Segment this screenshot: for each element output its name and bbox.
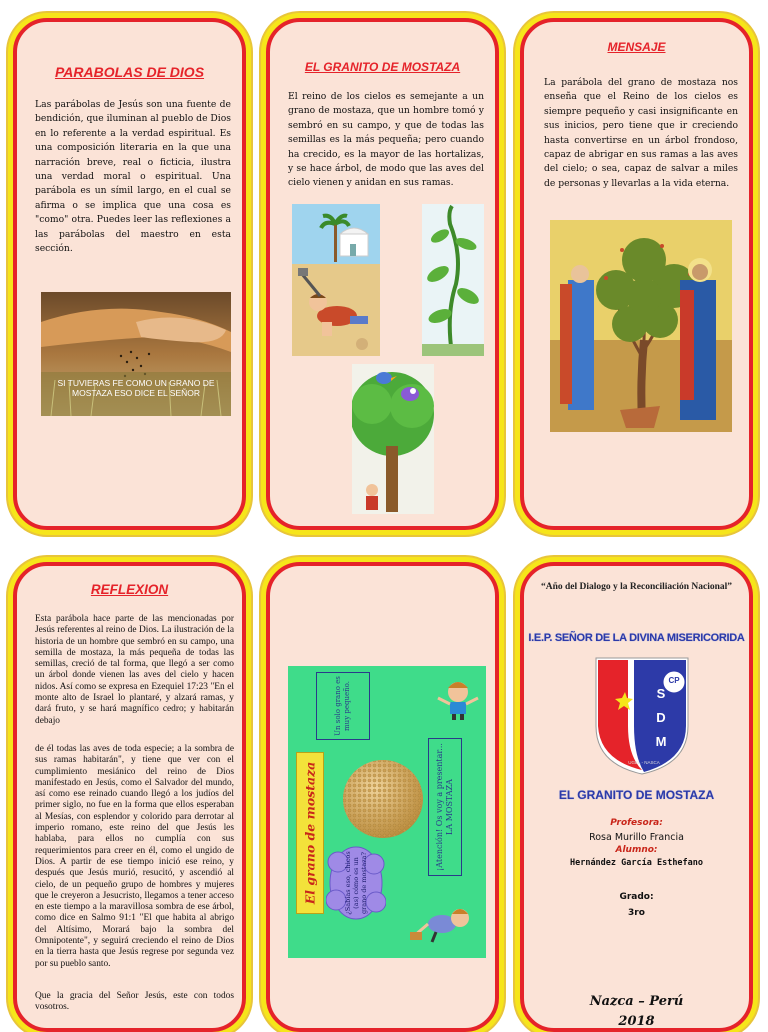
school-name: I.E.P. SEÑOR DE LA DIVINA MISERICORIDA	[528, 632, 745, 644]
teacher-label: Profesora:	[610, 818, 663, 828]
parabolas-title: PARABOLAS DE DIOS	[54, 64, 205, 80]
reflexion-paragraph-1: Esta parábola hace parte de las mencionadas por Jesús referentes al reino de Dios. La ilustración de la historia de un hombre que sembró en su campo, una semilla de mostaza, la más pequeña de todas las semillas, creció de tal forma, que llegó a ser como un árbol donde vienen las aves del cielo y hacen nidos. Así como se expresa en Ezequiel 17:23 "En el monte alto de Israel lo plantaré, y alzará ramas, y dará fruto, y se hará magnífico cedro; y habitarán debajo	[35, 614, 234, 726]
teacher-name: Rosa Murillo Francia	[589, 832, 684, 843]
mustard-seeds-illustration	[342, 758, 424, 840]
project-title: EL GRANITO DE MOSTAZA	[558, 788, 715, 802]
tree-birds-image	[352, 364, 434, 514]
small-grain-text: Un solo grano es muy pequeño.	[334, 676, 351, 736]
panel-granito	[266, 18, 499, 530]
student-label: Alumno:	[615, 845, 658, 855]
place: Nazca – Perú	[589, 994, 684, 1009]
kid-cartoon-bottom	[408, 896, 478, 944]
granito-title: EL GRANITO DE MOSTAZA	[304, 60, 461, 74]
mensaje-text: La parábola del grano de mostaza nos enseña que el Reino de los cielos es siempre pequeño y casi insignificante en sus inicios, pero tiene que ir creciendo hasta convertirse en un árbol frondoso, capaz de abrigar en sus ramas a las aves del cielo; o sea, capaz de salvar a miles de personas y llevarlas a la vida eterna.	[544, 77, 738, 189]
panel-parabolas	[13, 18, 246, 530]
logo-letter-d: D	[656, 710, 666, 725]
year-motto: “Año del Dialogo y la Reconciliación Nacional”	[540, 582, 733, 592]
attention-box	[428, 738, 462, 876]
panel-grano-poster	[266, 562, 499, 1032]
question-cloud-text: ¿Sabías eso, chicos (as) cómo es un grano de mostaza?	[344, 851, 368, 915]
reflexion-paragraph-3: Que la gracia del Señor Jesús, este con todos vosotros.	[35, 991, 234, 1013]
sowing-hand-image	[41, 292, 231, 416]
logo-letter-m: M	[655, 734, 667, 749]
logo-letter-s: S	[656, 686, 666, 701]
attention-text: ¡Atención! Os voy a presentar... LA MOSTAZA	[435, 743, 454, 871]
parabolas-text: Las parábolas de Jesús son una fuente de bendición, que iluminan al pueblo de Dios en lo referente a la verdad espiritual. Es una composición literaria en la que una narración breve, real o ficticia, ilustra una verdad moral o espiritual. Una parábola es un símil largo, en el cual se afirma o se implica que una cosa es "como" otra. Puedes leer las reflexiones a las parábolas del maestro en esta sección.	[35, 99, 231, 255]
panel-mensaje	[520, 18, 753, 530]
mensaje-title: MENSAJE	[607, 40, 666, 54]
poster-vertical-title: El grano de mostaza	[302, 761, 318, 905]
school-shield-logo	[594, 656, 690, 776]
mustard-poster	[288, 666, 486, 958]
sower-cartoon-image	[292, 204, 380, 356]
vertical-title-box	[296, 752, 324, 914]
jesus-tree-painting	[550, 220, 732, 432]
grade-value: 3ro	[628, 908, 645, 918]
logo-cp: CP	[668, 676, 680, 685]
grade-label: Grado:	[619, 892, 654, 902]
small-grain-box	[316, 672, 370, 740]
growing-plant-image	[422, 204, 484, 356]
panel-reflexion	[13, 562, 246, 1032]
reflexion-title: REFLEXION	[90, 582, 169, 597]
sowing-image-caption: SI TUVIERAS FE COMO UN GRANO DE MOSTAZA ESO DICE EL SEÑOR	[57, 378, 215, 398]
granito-text: El reino de los cielos es semejante a un grano de mostaza, que un hombre tomó y sembró en su campo, y que de todas las semillas es la más pequeña; pero cuando ha crecido, es la mayor de las hortalizas, y se hace árbol, de modo que las aves del cielo vienen y anidan en sus ramas.	[288, 91, 484, 189]
logo-bottom-text: UGEL - NASCA	[628, 760, 660, 765]
year: 2018	[618, 1014, 655, 1029]
question-cloud	[326, 842, 386, 924]
student-name: Hernández García Esthefano	[569, 858, 704, 868]
panel-cover	[520, 562, 753, 1032]
reflexion-paragraph-2: de él todas las aves de toda especie; a la sombra de sus ramas habitarán", y tiene que ver con el cumplimiento mesiánico del reino de Dios manifestado en Jesús, como el Salvador del mundo, así como ese reinado cuando llegó a los judíos del primer siglo, no fue en la forma que ellos esperaban al Mesías, con esplendor y colorido para derrotar al imperio romano, este reino del que Jesús les hablaba, para ellos no cumplía con sus requerimientos para creer en él, como el ungido de Dios. A partir de ese tiempo inició ese reino, y después que Jesús murió, resucitó, y ascendió al cielo, de un pequeño grupo de hombres y mujeres que le creyeron a Jesucristo, llegamos a tener acceso en este tiempo a la maravillosa sombra de ese árbol, como dice en Salmo 91:1 "El que habita al abrigo del Altísimo, Morará bajo la sombra del Omnipotente", y seguirá creciendo el reino de Dios en la tierra hasta que Jesús regrese por segunda vez por su pueblo santo.	[35, 744, 234, 969]
kid-cartoon-top	[434, 676, 482, 720]
